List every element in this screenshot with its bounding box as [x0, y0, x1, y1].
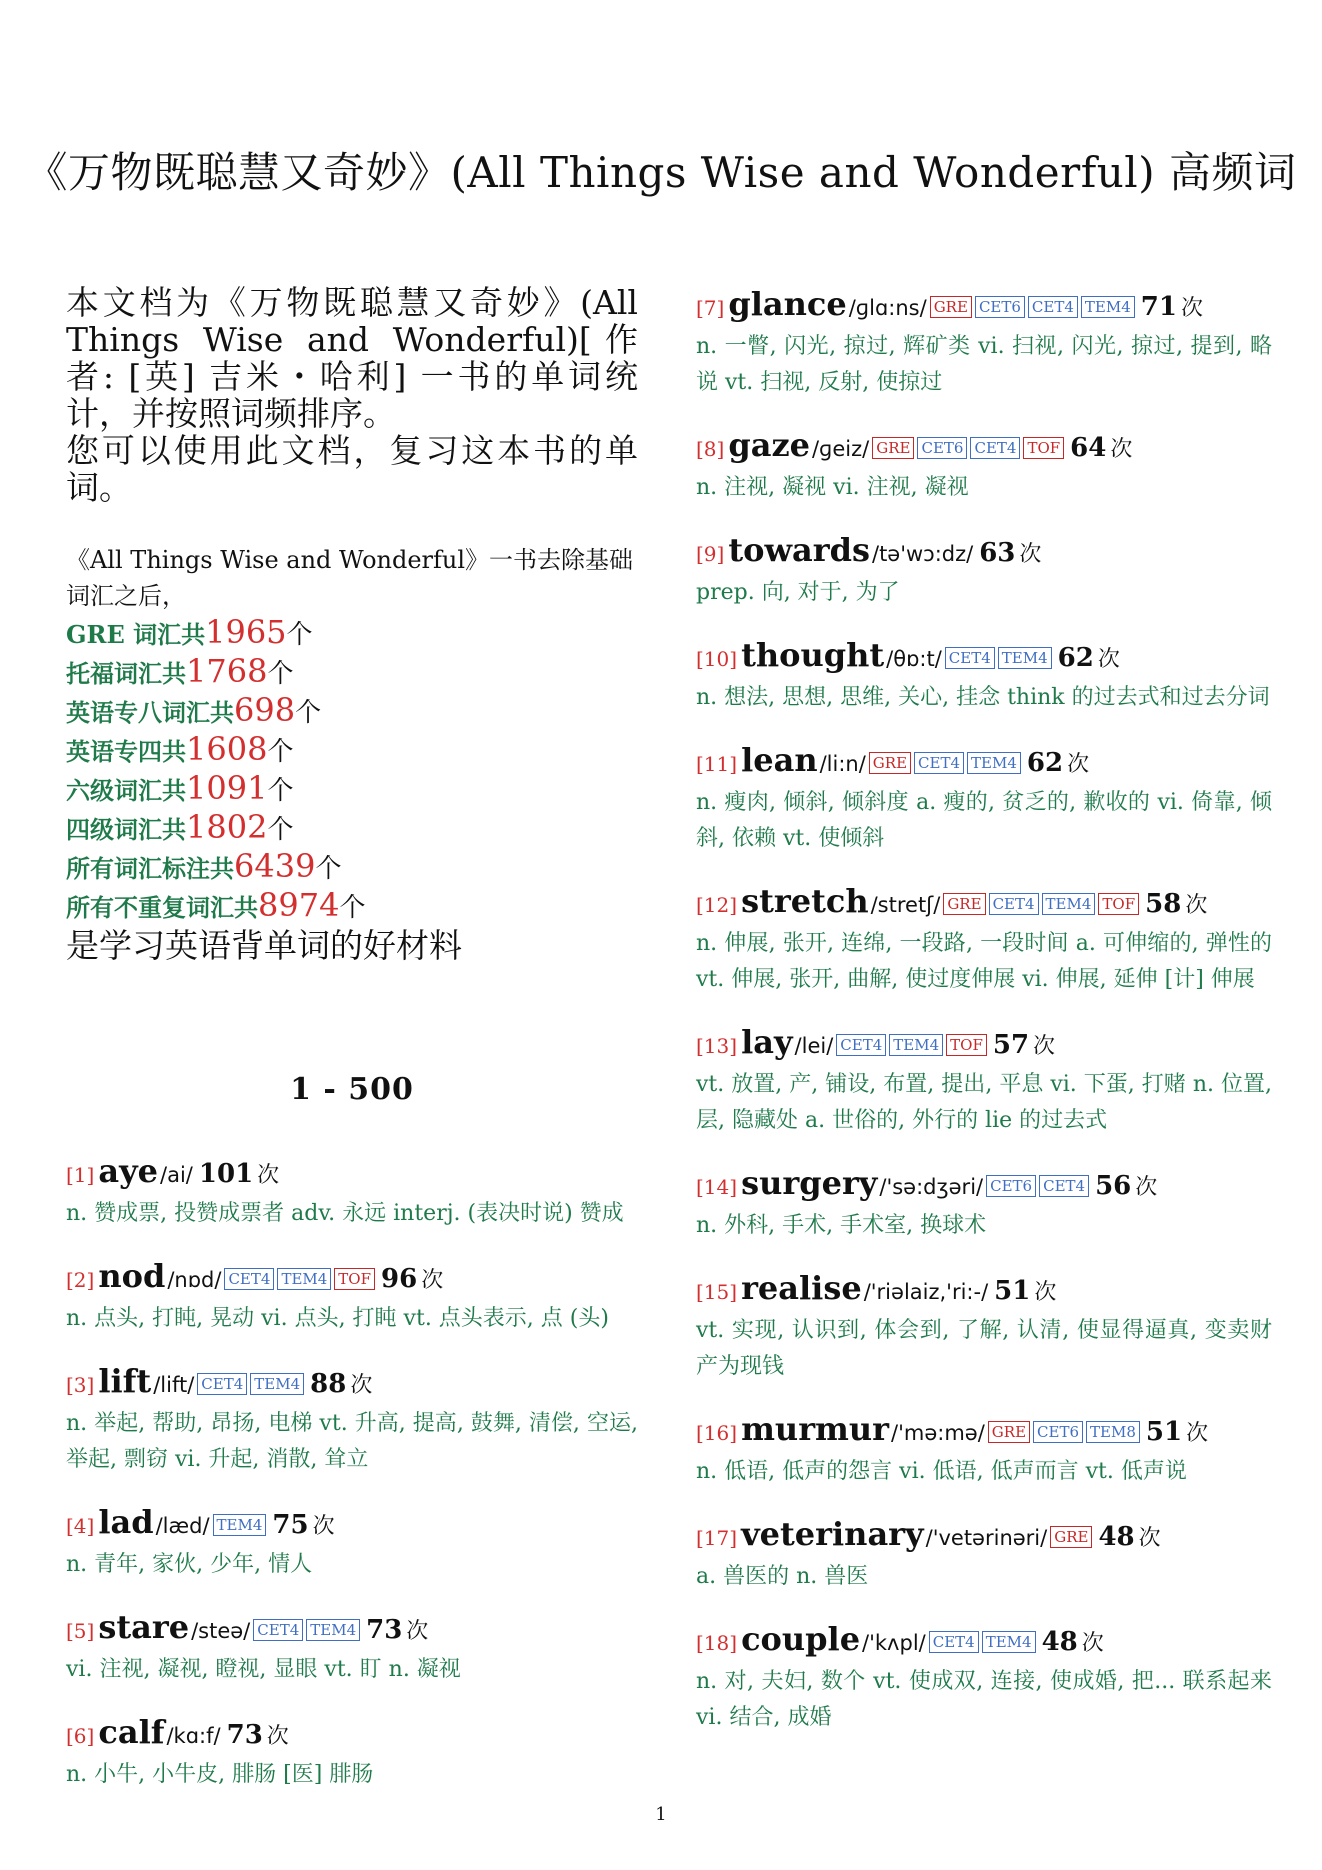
frequency-unit: 次	[312, 1514, 335, 1539]
frequency-unit: 次	[421, 1268, 444, 1293]
entry-word: stare	[98, 1608, 190, 1646]
intro-paragraph-2: 您可以使用此文档，复习这本书的单词。	[66, 431, 638, 507]
entry-headline	[696, 740, 1272, 785]
entry-definition: prep. 向, 对于, 为了	[696, 580, 900, 605]
exam-tag-badge: TEM4	[967, 752, 1021, 774]
exam-tag-badge: TOF	[1098, 893, 1139, 915]
stat-unit: 个	[315, 854, 342, 884]
exam-tag-badge: CET4	[970, 437, 1020, 459]
exam-tag-badge: CET4	[929, 1631, 979, 1653]
entry-phonetic: /steə/	[191, 1619, 251, 1643]
word-entry	[696, 1022, 1272, 1139]
entry-definition: n. 外科, 手术, 手术室, 换球术	[696, 1213, 987, 1238]
entry-phonetic: /'mə:mə/	[891, 1421, 985, 1445]
entry-definition: n. 伸展, 张开, 连绵, 一段路, 一段时间 a. 可伸缩的, 弹性的 vt. 伸展, 张开, 曲解, 使过度伸展 vi. 伸展, 延伸 [计] 伸展	[696, 931, 1272, 992]
exam-tag-badge: TEM4	[277, 1268, 331, 1290]
word-entry	[66, 1361, 638, 1478]
entry-phonetic: /'sə:dʒəri/	[879, 1175, 984, 1199]
stat-line	[66, 692, 638, 731]
entry-phonetic: /'kʌpl/	[862, 1631, 926, 1655]
entry-frequency: 71	[1140, 292, 1177, 322]
entry-frequency: 73	[226, 1720, 263, 1750]
frequency-unit: 次	[1138, 1526, 1161, 1551]
exam-tag-badge: TOF	[946, 1034, 987, 1056]
exam-tag-badge: GRE	[869, 752, 911, 774]
exam-tag-badge: TOF	[334, 1268, 375, 1290]
entry-definition: n. 小牛, 小牛皮, 腓肠 [医] 腓肠	[66, 1762, 374, 1787]
word-entry	[696, 530, 1272, 611]
stat-label: 四级词汇共	[66, 815, 186, 844]
entry-frequency: 64	[1070, 433, 1107, 463]
entry-index: [10]	[696, 647, 738, 671]
entry-frequency: 58	[1145, 889, 1182, 919]
word-list-left	[66, 1151, 638, 1793]
entry-word: realise	[741, 1269, 862, 1307]
entry-index: [9]	[696, 542, 725, 566]
entry-frequency: 101	[198, 1159, 254, 1189]
exam-tag-badge: TEM4	[889, 1034, 943, 1056]
entry-index: [18]	[696, 1631, 738, 1655]
entry-index: [12]	[696, 893, 738, 917]
entry-headline	[66, 1712, 638, 1757]
left-column	[66, 284, 638, 1817]
stat-line	[66, 731, 638, 770]
stat-label: 托福词汇共	[66, 659, 186, 688]
entry-frequency: 62	[1057, 643, 1094, 673]
exam-tag-badge: TEM4	[998, 647, 1052, 669]
stat-value: 698	[234, 691, 296, 729]
entry-definition: n. 注视, 凝视 vi. 注视, 凝视	[696, 475, 969, 500]
frequency-unit: 次	[1081, 1631, 1104, 1656]
entry-index: [7]	[696, 296, 725, 320]
stat-unit: 个	[295, 698, 322, 728]
entry-frequency: 96	[381, 1264, 418, 1294]
intro-text	[66, 284, 638, 506]
stat-line	[66, 653, 638, 692]
entry-index: [3]	[66, 1373, 95, 1397]
exam-tag-badge: TEM8	[1086, 1421, 1140, 1443]
exam-tag-badge: CET4	[1039, 1175, 1089, 1197]
word-list-right	[696, 284, 1272, 1736]
exam-tag-badge: CET6	[986, 1175, 1036, 1197]
document-title: 《万物既聪慧又奇妙》(All Things Wise and Wonderful) 高频词	[25, 148, 1297, 197]
exam-tag-badge: CET4	[989, 893, 1039, 915]
entry-phonetic: /stretʃ/	[870, 893, 941, 917]
entry-headline	[696, 1163, 1272, 1208]
exam-tag-badge: CET4	[1028, 296, 1078, 318]
exam-tag-badge: TEM4	[1042, 893, 1096, 915]
exam-tag-badge: CET6	[917, 437, 967, 459]
entry-headline	[66, 1502, 638, 1547]
entry-definition: vt. 实现, 认识到, 体会到, 了解, 认清, 使显得逼真, 变卖财产为现钱	[696, 1318, 1272, 1379]
right-column	[696, 284, 1272, 1760]
stat-label: 六级词汇共	[66, 776, 186, 805]
frequency-unit: 次	[257, 1163, 280, 1188]
entry-frequency: 51	[1145, 1417, 1183, 1447]
entry-word: couple	[741, 1620, 861, 1658]
exam-tag-badge: GRE	[930, 296, 972, 318]
exam-tag-badge: TEM4	[213, 1514, 267, 1536]
entry-definition: n. 瘦肉, 倾斜, 倾斜度 a. 瘦的, 贫乏的, 歉收的 vi. 倚靠, 倾斜, 依赖 vt. 使倾斜	[696, 790, 1272, 851]
page-number: 1	[655, 1804, 667, 1825]
stat-line	[66, 887, 638, 926]
entry-word: towards	[728, 531, 870, 569]
exam-tag-badge: GRE	[872, 437, 914, 459]
entry-headline	[696, 284, 1272, 329]
stat-line	[66, 848, 638, 887]
stat-line	[66, 809, 638, 848]
stat-unit: 个	[267, 659, 294, 689]
entry-frequency: 48	[1041, 1627, 1078, 1657]
frequency-unit: 次	[1097, 647, 1120, 672]
entry-headline	[66, 1151, 638, 1196]
entry-frequency: 88	[310, 1369, 347, 1399]
entry-index: [16]	[696, 1421, 738, 1445]
word-entry	[696, 1514, 1272, 1595]
entry-index: [6]	[66, 1724, 95, 1748]
entry-frequency: 75	[272, 1510, 309, 1540]
entry-definition: n. 赞成票, 投赞成票者 adv. 永远 interj. (表决时说) 赞成	[66, 1201, 624, 1226]
word-entry	[696, 425, 1272, 506]
entry-word: gaze	[728, 426, 810, 464]
entry-index: [17]	[696, 1526, 738, 1550]
word-entry	[66, 1607, 638, 1688]
entry-headline	[696, 1619, 1272, 1664]
entry-index: [8]	[696, 437, 725, 461]
entry-index: [13]	[696, 1034, 738, 1058]
word-entry	[696, 740, 1272, 857]
entry-phonetic: /ɡeiz/	[811, 437, 870, 461]
word-entry	[66, 1712, 638, 1793]
frequency-unit: 次	[1186, 1421, 1209, 1446]
exam-tag-badge: CET4	[197, 1373, 247, 1395]
entry-frequency: 57	[992, 1030, 1030, 1060]
entry-phonetic: /ai/	[160, 1163, 193, 1187]
exam-tag-badge: TEM4	[1081, 296, 1135, 318]
stats-list	[66, 614, 638, 926]
entry-word: lay	[741, 1023, 793, 1061]
frequency-unit: 次	[1180, 296, 1203, 321]
stat-unit: 个	[339, 893, 366, 923]
entry-index: [11]	[696, 752, 738, 776]
stat-label: 所有不重复词汇共	[66, 893, 258, 922]
frequency-unit: 次	[350, 1373, 373, 1398]
entry-definition: n. 青年, 家伙, 少年, 情人	[66, 1552, 313, 1577]
entry-phonetic: /tə'wɔ:dz/	[872, 542, 974, 566]
stat-label: 英语专四共	[66, 737, 186, 766]
entry-word: veterinary	[741, 1515, 924, 1553]
word-entry	[66, 1502, 638, 1583]
entry-phonetic: /'riəlaiz,'ri:-/	[863, 1280, 989, 1304]
entry-index: [4]	[66, 1514, 95, 1538]
entry-word: surgery	[741, 1164, 878, 1202]
entry-frequency: 48	[1098, 1522, 1135, 1552]
exam-tag-badge: TEM4	[306, 1619, 360, 1641]
entry-phonetic: /nɒd/	[167, 1268, 222, 1292]
entry-headline	[696, 1514, 1272, 1559]
stat-unit: 个	[267, 737, 294, 767]
stats-closing: 是学习英语背单词的好材料	[66, 926, 462, 965]
stat-value: 1802	[186, 808, 268, 846]
frequency-unit: 次	[1034, 1280, 1057, 1305]
entry-frequency: 51	[994, 1276, 1031, 1306]
entry-definition: n. 点头, 打盹, 晃动 vi. 点头, 打盹 vt. 点头表示, 点 (头)	[66, 1306, 609, 1331]
entry-word: calf	[98, 1713, 165, 1751]
exam-tag-badge: CET6	[1033, 1421, 1083, 1443]
exam-tag-badge: GRE	[943, 893, 985, 915]
entry-word: lift	[98, 1362, 152, 1400]
frequency-unit: 次	[1185, 893, 1208, 918]
entry-word: stretch	[741, 882, 869, 920]
exam-tag-badge: TOF	[1023, 437, 1064, 459]
frequency-unit: 次	[266, 1724, 289, 1749]
stat-value: 1608	[186, 730, 268, 768]
word-entry	[696, 1163, 1272, 1244]
entry-headline	[66, 1607, 638, 1652]
entry-frequency: 73	[366, 1615, 403, 1645]
exam-tag-badge: CET4	[253, 1619, 303, 1641]
stat-unit: 个	[286, 620, 313, 650]
stat-unit: 个	[267, 815, 294, 845]
entry-definition: n. 低语, 低声的怨言 vi. 低语, 低声而言 vt. 低声说	[696, 1459, 1187, 1484]
stat-value: 1768	[186, 652, 268, 690]
frequency-unit: 次	[406, 1619, 429, 1644]
word-entry	[66, 1256, 638, 1337]
stats-lead: 《All Things Wise and Wonderful》一书去除基础词汇之后，	[66, 546, 634, 610]
exam-tag-badge: CET4	[836, 1034, 886, 1056]
entry-definition: n. 想法, 思想, 思维, 关心, 挂念 think 的过去式和过去分词	[696, 685, 1270, 710]
entry-frequency: 56	[1095, 1171, 1132, 1201]
entry-definition: n. 对, 夫妇, 数个 vt. 使成双, 连接, 使成婚, 把... 联系起来 vi. 结合, 成婚	[696, 1669, 1272, 1730]
exam-tag-badge: CET4	[914, 752, 964, 774]
exam-tag-badge: GRE	[1050, 1526, 1092, 1548]
entry-word: aye	[98, 1152, 159, 1190]
word-entry	[696, 1619, 1272, 1736]
stat-unit: 个	[267, 776, 294, 806]
entry-phonetic: /'vetərinəri/	[925, 1526, 1048, 1550]
vocabulary-stats	[66, 542, 638, 966]
exam-tag-badge: CET4	[945, 647, 995, 669]
stat-line	[66, 770, 638, 809]
entry-word: lad	[98, 1503, 154, 1541]
entry-word: thought	[741, 636, 885, 674]
entry-headline	[696, 1268, 1272, 1313]
word-entry	[66, 1151, 638, 1232]
entry-definition: n. 举起, 帮助, 昂扬, 电梯 vt. 升高, 提高, 鼓舞, 清偿, 空运, 举起, 剽窃 vi. 升起, 消散, 耸立	[66, 1411, 638, 1472]
entry-index: [14]	[696, 1175, 738, 1199]
stat-value: 1091	[186, 769, 268, 807]
entry-phonetic: /kɑ:f/	[166, 1724, 221, 1748]
entry-word: nod	[98, 1257, 166, 1295]
entry-phonetic: /lei/	[794, 1034, 834, 1058]
entry-index: [15]	[696, 1280, 738, 1304]
exam-tag-badge: TEM4	[982, 1631, 1036, 1653]
entry-frequency: 62	[1026, 748, 1064, 778]
word-entry	[696, 881, 1272, 998]
entry-definition: vi. 注视, 凝视, 瞪视, 显眼 vt. 盯 n. 凝视	[66, 1657, 461, 1682]
entry-index: [2]	[66, 1268, 95, 1292]
entry-headline	[66, 1361, 638, 1406]
frequency-unit: 次	[1019, 542, 1042, 567]
word-entry	[696, 635, 1272, 716]
frequency-unit: 次	[1110, 437, 1133, 462]
exam-tag-badge: CET6	[975, 296, 1025, 318]
entry-headline	[696, 1409, 1272, 1454]
stat-value: 8974	[258, 886, 340, 924]
entry-definition: n. 一瞥, 闪光, 掠过, 辉矿类 vi. 扫视, 闪光, 掠过, 提到, 略说 vt. 扫视, 反射, 使掠过	[696, 334, 1272, 395]
exam-tag-badge: CET4	[224, 1268, 274, 1290]
word-entry	[696, 1268, 1272, 1385]
intro-paragraph-1: 本文档为《万物既聪慧又奇妙》(All Things Wise and Wonderful)[作 者: [英] 吉米・哈利] 一书的单词统计，并按照词频排序。	[66, 283, 638, 433]
entry-headline	[66, 1256, 638, 1301]
entry-word: glance	[728, 285, 847, 323]
stat-label: 英语专八词汇共	[66, 698, 234, 727]
entry-phonetic: /lift/	[153, 1373, 195, 1397]
entry-word: lean	[741, 741, 818, 779]
entry-index: [1]	[66, 1163, 95, 1187]
stat-value: 1965	[205, 613, 287, 651]
stat-label: 所有词汇标注共	[66, 854, 234, 883]
entry-headline	[696, 425, 1272, 470]
frequency-unit: 次	[1135, 1175, 1158, 1200]
entry-headline	[696, 635, 1272, 680]
entry-phonetic: /læd/	[155, 1514, 210, 1538]
range-heading: 1 - 500	[290, 1072, 414, 1107]
entry-index: [5]	[66, 1619, 95, 1643]
word-entry	[696, 284, 1272, 401]
stat-label: GRE 词汇共	[66, 620, 206, 649]
entry-phonetic: /ɡlɑ:ns/	[848, 296, 927, 320]
entry-word: murmur	[741, 1410, 890, 1448]
frequency-unit: 次	[1033, 1034, 1056, 1059]
entry-phonetic: /θɒ:t/	[886, 647, 942, 671]
stat-value: 6439	[234, 847, 316, 885]
entry-headline	[696, 1022, 1272, 1067]
frequency-unit: 次	[1067, 752, 1090, 777]
entry-headline	[696, 881, 1272, 926]
stat-line	[66, 614, 638, 653]
entry-headline	[696, 530, 1272, 575]
word-entry	[696, 1409, 1272, 1490]
entry-frequency: 63	[979, 538, 1016, 568]
entry-definition: vt. 放置, 产, 铺设, 布置, 提出, 平息 vi. 下蛋, 打赌 n. 位置, 层, 隐藏处 a. 世俗的, 外行的 lie 的过去式	[696, 1072, 1272, 1133]
exam-tag-badge: GRE	[988, 1421, 1030, 1443]
exam-tag-badge: TEM4	[250, 1373, 304, 1395]
entry-definition: a. 兽医的 n. 兽医	[696, 1564, 869, 1589]
entry-phonetic: /li:n/	[819, 752, 866, 776]
